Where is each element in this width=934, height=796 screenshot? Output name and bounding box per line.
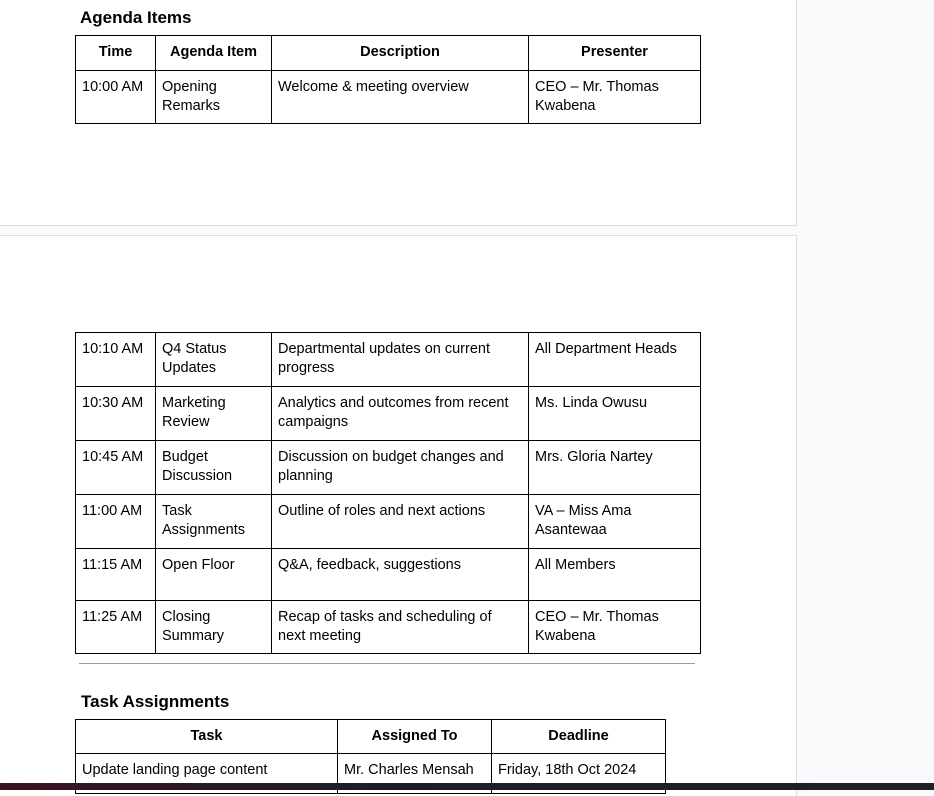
table-row bbox=[76, 495, 701, 549]
document-page-1 bbox=[0, 0, 797, 226]
time-cell: 11:15 AM bbox=[76, 549, 156, 601]
table-row bbox=[76, 601, 701, 654]
table-row bbox=[76, 333, 701, 387]
time-cell: 11:00 AM bbox=[76, 495, 156, 549]
deadline-cell: Friday, 18th Oct 2024 bbox=[492, 754, 666, 794]
table-row bbox=[76, 441, 701, 495]
agenda-item-cell: Q4 Status Updates bbox=[156, 333, 272, 387]
table-row bbox=[76, 549, 701, 601]
presenter-cell: CEO – Mr. Thomas Kwabena bbox=[529, 601, 701, 654]
column-header-agenda-item: Agenda Item bbox=[156, 36, 272, 71]
column-header-assigned-to: Assigned To bbox=[338, 720, 492, 754]
description-cell: Discussion on budget changes and planning bbox=[272, 441, 529, 495]
description-cell: Recap of tasks and scheduling of next meeting bbox=[272, 601, 529, 654]
agenda-header-row bbox=[76, 36, 701, 71]
agenda-item-cell: Closing Summary bbox=[156, 601, 272, 654]
agenda-item-cell: Opening Remarks bbox=[156, 71, 272, 124]
column-header-time: Time bbox=[76, 36, 156, 71]
assigned-to-cell: Mr. Charles Mensah bbox=[338, 754, 492, 794]
agenda-heading: Agenda Items bbox=[80, 8, 192, 27]
agenda-item-cell: Budget Discussion bbox=[156, 441, 272, 495]
description-cell: Q&A, feedback, suggestions bbox=[272, 549, 529, 601]
column-header-task: Task bbox=[76, 720, 338, 754]
agenda-table-page-1 bbox=[75, 35, 701, 124]
presenter-cell: All Department Heads bbox=[529, 333, 701, 387]
description-cell: Outline of roles and next actions bbox=[272, 495, 529, 549]
time-cell: 10:45 AM bbox=[76, 441, 156, 495]
description-cell: Analytics and outcomes from recent campaigns bbox=[272, 387, 529, 441]
column-header-presenter: Presenter bbox=[529, 36, 701, 71]
agenda-table-page-2 bbox=[75, 332, 701, 654]
table-row bbox=[76, 387, 701, 441]
task-header-row bbox=[76, 720, 666, 754]
agenda-item-cell: Marketing Review bbox=[156, 387, 272, 441]
agenda-item-cell: Task Assignments bbox=[156, 495, 272, 549]
presenter-cell: Ms. Linda Owusu bbox=[529, 387, 701, 441]
presenter-cell: CEO – Mr. Thomas Kwabena bbox=[529, 71, 701, 124]
presenter-cell: VA – Miss Ama Asantewaa bbox=[529, 495, 701, 549]
column-header-deadline: Deadline bbox=[492, 720, 666, 754]
time-cell: 10:10 AM bbox=[76, 333, 156, 387]
table-row bbox=[76, 71, 701, 124]
description-cell: Welcome & meeting overview bbox=[272, 71, 529, 124]
agenda-item-cell: Open Floor bbox=[156, 549, 272, 601]
time-cell: 11:25 AM bbox=[76, 601, 156, 654]
presenter-cell: Mrs. Gloria Nartey bbox=[529, 441, 701, 495]
description-cell: Departmental updates on current progress bbox=[272, 333, 529, 387]
time-cell: 10:30 AM bbox=[76, 387, 156, 441]
taskbar-strip bbox=[0, 783, 934, 790]
task-cell: Update landing page content bbox=[76, 754, 338, 794]
presenter-cell: All Members bbox=[529, 549, 701, 601]
task-assignments-heading: Task Assignments bbox=[81, 692, 230, 711]
horizontal-divider bbox=[79, 663, 695, 664]
column-header-description: Description bbox=[272, 36, 529, 71]
time-cell: 10:00 AM bbox=[76, 71, 156, 124]
